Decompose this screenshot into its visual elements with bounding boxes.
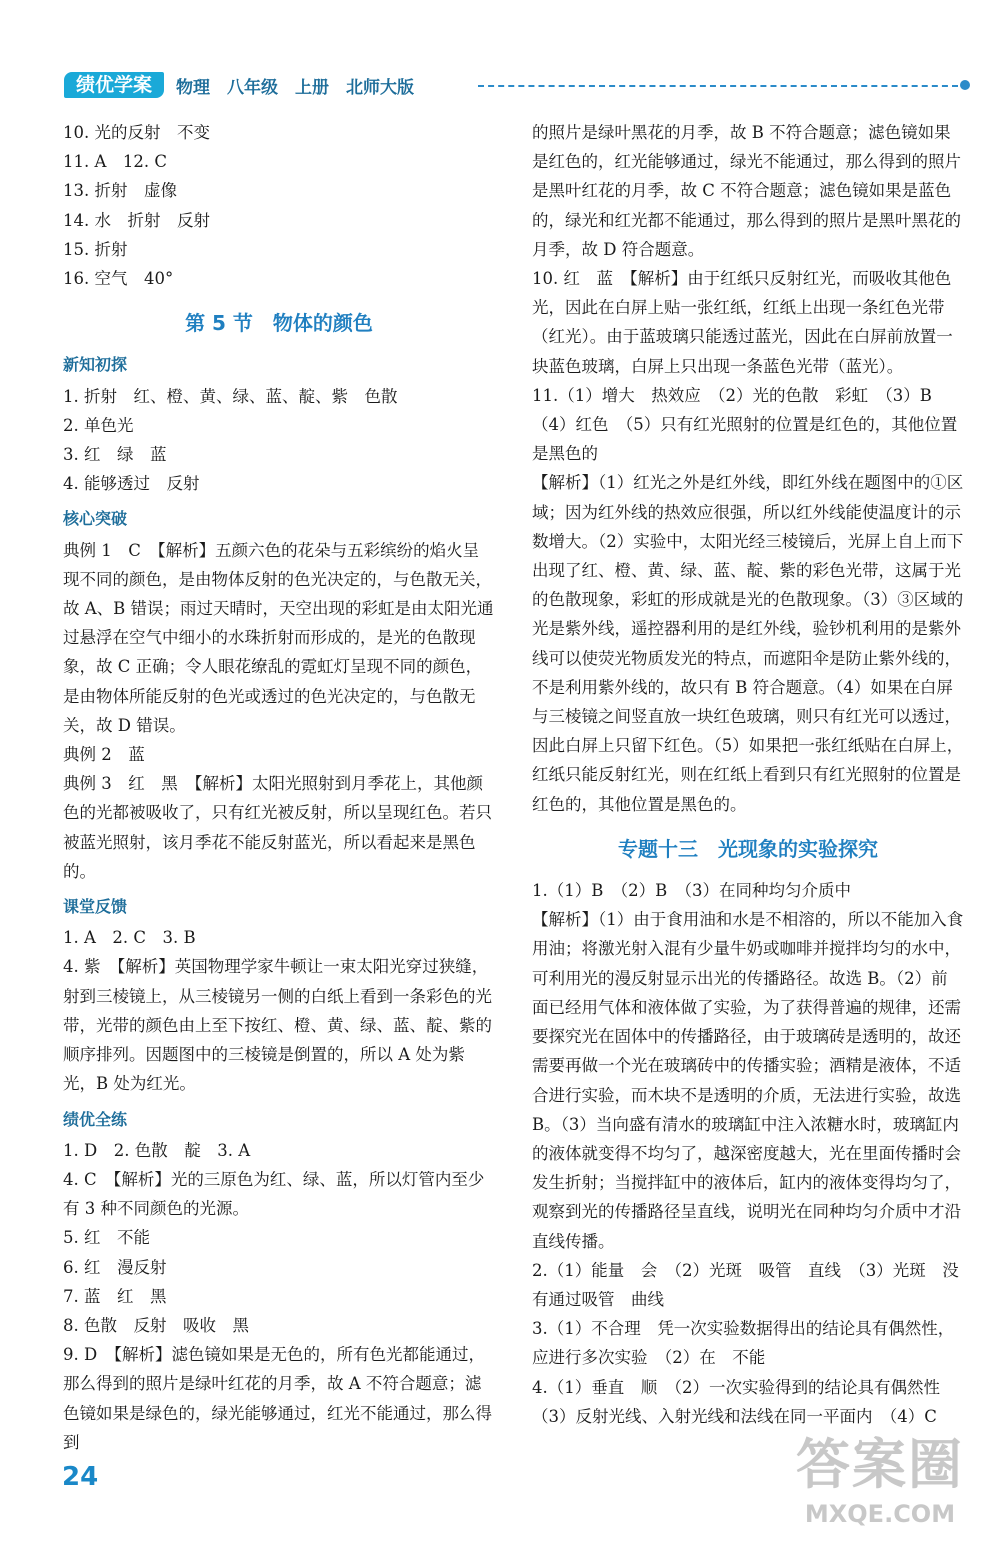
header-divider-end xyxy=(960,80,970,90)
book-subject: 物理 八年级 上册 北师大版 xyxy=(176,78,414,98)
answer-paragraph: 【解析】（1）由于食用油和水是不相溶的，所以不能加入食用油；将激光射入混有少量牛奶或咖啡并搅拌均匀的水中，可利用光的漫反射显示出光的传播路径。故选 B。（2）前面已经用气体和液体做了实验，为了获得普遍的规律，还需要探究光在固体中的传播路径，由于玻璃砖是透明的，故还需要再做一个光在玻璃砖中的传播实验；酒精是液体，不适合进行实验，而木块不是透明的介质，无法进行实验，故选 B。（3）当向盛有清水的玻璃缸中注入浓糖水时，玻璃缸内的液体就变得不均匀了，越深密度越大，光在里面传播时会发生折射；当搅拌缸中的液体后，缸内的液体变得均匀了，观察到光的传播路径呈直线，说明光在同种均匀介质中才沿直线传播。 xyxy=(532,910,964,1251)
left-column xyxy=(63,118,495,1457)
answer-line: 15. 折射 xyxy=(63,239,128,259)
answer-line: 16. 空气 40° xyxy=(63,269,174,289)
answer-line: 10. 光的反射 不变 xyxy=(63,123,210,142)
answer-paragraph: 的照片是绿叶黑花的月季，故 B 不符合题意；滤色镜如果是红色的，红光能够通过，绿光不能通过，那么得到的照片是黑叶红花的月季，故 C 不符合题意；滤色镜如果是蓝色的，绿光和红光都不能通过，那么得到的照片是黑叶黑花的月季，故 D 符合题意。 xyxy=(532,123,961,259)
answer-paragraph: 10. 红 蓝 【解析】由于红纸只反射红光，而吸收其他色光，因此在白屏上贴一张红纸，红纸上出现一条红色光带（红光）。由于蓝玻璃只能透过蓝光，因此在白屏前放置一块蓝色玻璃，白屏上只出现一条蓝色光带（蓝光）。 xyxy=(532,269,953,376)
answer-line: 6. 红 漫反射 xyxy=(63,1257,167,1277)
answer-paragraph: 4.（1）垂直 顺 （2）一次实验得到的结论具有偶然性 （3）反射光线、入射光线和法线在同一平面内 （4）C xyxy=(532,1377,957,1426)
answer-paragraph: 4. C 【解析】光的三原色为红、绿、蓝，所以灯管内至少有 3 种不同颜色的光源。 xyxy=(63,1169,485,1219)
watermark-logo xyxy=(770,1433,990,1543)
page-header xyxy=(58,68,970,102)
answer-paragraph: 【解析】（1）红光之外是红外线，即红外线在题图中的①区域；因为红外线的热效应很强，所以红外线能使温度计的示数增大。（2）实验中，太阳光经三棱镜后，光屏上自上而下出现了红、橙、黄、绿、蓝、靛、紫的彩色光带，这属于光的色散现象，彩虹的形成就是光的色散现象。（3）③区域的光是紫外线，遥控器利用的是红外线，验钞机利用的是紫外线可以使荧光物质发光的特点，而遮阳伞是防止紫外线的，不是利用紫外线的，故只有 B 符合题意。（4）如果在白屏与三棱镜之间竖直放一块红色玻璃，则只有红光可以透过，因此白屏上只留下红色。（5）如果把一张红纸贴在白屏上，红纸只能反射红光，则在红纸上看到只有红光照射的位置是红色的，其他位置是黑色的。 xyxy=(532,473,964,814)
answer-line: 5. 红 不能 xyxy=(63,1228,150,1248)
answer-line: 14. 水 折射 反射 xyxy=(63,210,210,230)
answer-line: 1. D 2. 色散 靛 3. A xyxy=(63,1140,251,1160)
answer-paragraph: 9. D 【解析】滤色镜如果是无色的，所有色光都能通过，那么得到的照片是绿叶红花的月季，故 A 不符合题意；滤色镜如果是绿色的，绿光能够通过，红光不能通过，那么得到 xyxy=(63,1345,492,1452)
right-column xyxy=(532,118,964,1431)
answer-paragraph: 3.（1）不合理 凭一次实验数据得出的结论具有偶然性，应进行多次实验 （2）在 不能 xyxy=(532,1319,955,1368)
answer-paragraph: 典例 3 红 黑 【解析】太阳光照射到月季花上，其他颜色的光都被吸收了，只有红光被反射，所以呈现红色。若只被蓝光照射，该月季花不能反射蓝光，所以看起来是黑色的。 xyxy=(63,774,492,881)
answer-line: 1.（1）B （2）B （3）在同种均匀介质中 xyxy=(532,881,851,901)
answer-paragraph: 典例 1 C 【解析】五颜六色的花朵与五彩缤纷的焰火呈现不同的颜色，是由物体反射的色光决定的，与色散无关，故 A、B 错误；雨过天晴时，天空出现的彩虹是由太阳光通过悬浮在空气中细小的水珠折射而形成的，是光的色散现象，故 C 正确；令人眼花缭乱的霓虹灯呈现不同的颜色，是由物体所能反射的色光或透过的色光决定的，与色散无关，故 D 错误。 xyxy=(63,540,494,735)
subsection-heading: 绩优全练 xyxy=(63,1109,128,1129)
page-number: 24 xyxy=(62,1462,99,1492)
answer-paragraph: 2.（1）能量 会 （2）光斑 吸管 直线 （3）光斑 没有通过吸管 曲线 xyxy=(532,1260,959,1309)
answer-line: 13. 折射 虚像 xyxy=(63,181,177,201)
answer-line: 典例 2 蓝 xyxy=(63,745,145,765)
section-title: 专题十三 光现象的实验探究 xyxy=(618,836,878,861)
watermark-bottom: MXQE.COM xyxy=(804,1500,956,1528)
subsection-heading: 核心突破 xyxy=(63,509,128,529)
answer-paragraph: 4. 紫 【解析】英国物理学家牛顿让一束太阳光穿过狭缝，射到三棱镜上，从三棱镜另一侧的白纸上看到一条彩色的光带，光带的颜色由上至下按红、橙、黄、绿、蓝、靛、紫的顺序排列。因题图中的三棱镜是倒置的，所以 A 处为紫光，B 处为红光。 xyxy=(63,957,492,1094)
subsection-heading: 课堂反馈 xyxy=(63,897,128,917)
answer-paragraph: 11.（1）增大 热效应 （2）光的色散 彩虹 （3）B （4）红色 （5）只有红光照射的位置是红色的，其他位置是黑色的 xyxy=(532,385,958,464)
answer-line: 7. 蓝 红 黑 xyxy=(63,1286,167,1306)
answer-line: 3. 红 绿 蓝 xyxy=(63,445,167,465)
header-divider xyxy=(478,85,958,87)
answer-line: 11. A 12. C xyxy=(63,152,168,172)
brand-logo: 绩优学案 xyxy=(64,72,164,98)
answer-line: 8. 色散 反射 吸收 黑 xyxy=(63,1315,249,1335)
subsection-heading: 新知初探 xyxy=(63,355,128,375)
section-title: 第 5 节 物体的颜色 xyxy=(185,311,373,336)
answer-line: 2. 单色光 xyxy=(63,415,134,435)
answer-line: 1. A 2. C 3. B xyxy=(63,928,196,948)
watermark-top: 答案圈 xyxy=(796,1433,964,1496)
answer-line: 1. 折射 红、橙、黄、绿、蓝、靛、紫 色散 xyxy=(63,386,398,406)
answer-line: 4. 能够透过 反射 xyxy=(63,474,200,494)
